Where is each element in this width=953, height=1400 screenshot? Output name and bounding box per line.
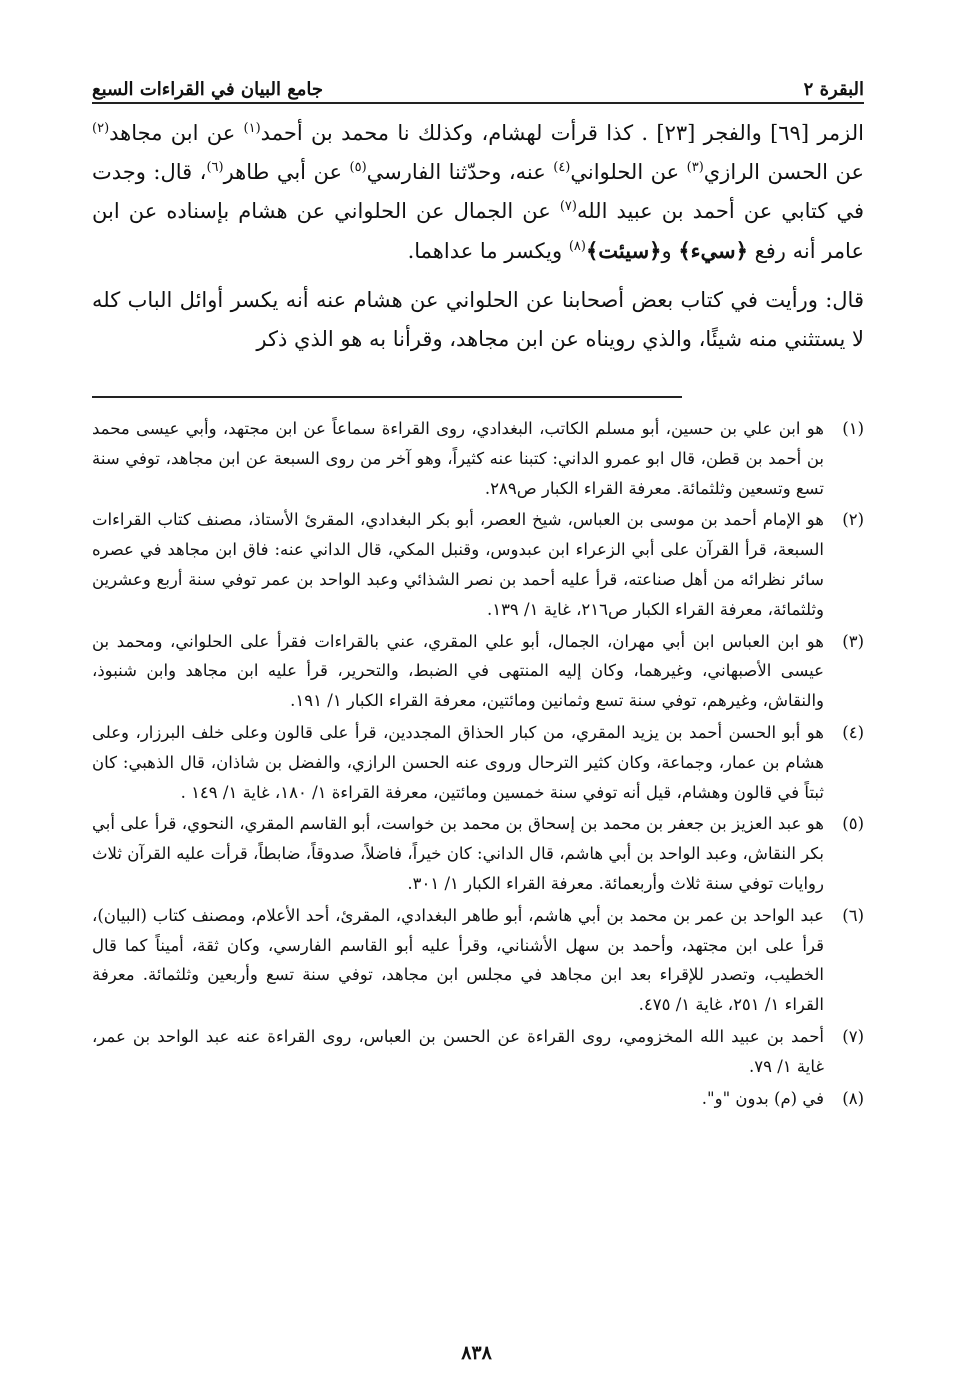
footnote-ref: (٥)	[349, 160, 367, 175]
text-span: عن ابن مجاهد	[109, 121, 244, 145]
text-span: عنه، وحدّثنا الفارسي	[366, 160, 554, 184]
surah-label: البقرة ٢	[803, 79, 864, 100]
footnote-text: هو أبو الحسن أحمد بن يزيد المقري، من كبار الحذاق المجددين، قرأ على قالون وعلى خلف البرزار، وعلى هشام بن عمار، وجماعة، وكان كثير الترحال وروى عنه الحسن الرازي، والفضل بن شاذان، قال الذهبي: كان ثبتاً في قالون وهشام، قيل أنه توفي سنة خمسين ومائتين، معرفة القراءة ١/ ١٨٠، غاية ١/ ١٤٩ .	[92, 722, 824, 802]
text-span: عن الجمال عن الحلواني عن هشام بإسناده عن ابن عامر أنه رفع	[92, 199, 864, 263]
header-divider	[92, 102, 864, 104]
text-span: ، قال: وجدت في كتابي عن أحمد بن عبيد الله	[92, 160, 864, 223]
footnote-text: هو عبد العزيز بن جعفر بن محمد بن إسحاق بن محمد بن خواست، أبو القاسم المقري، النحوي، قرأ على أبي بكر النقاش، وعبد الواحد بن أبي هاشم، قال الداني: كان خيراً، فاضلاً، صدوقاً، ضابطاً، قرأت عليه القرآن ثلاث روايات توفي سنة ثلاث وأربعمائة. معرفة القراء الكبار ١/ ٣٠١.	[92, 814, 824, 893]
running-header	[92, 68, 864, 100]
footnote-number: (١)	[842, 419, 864, 438]
footnote-ref: (٢)	[92, 121, 110, 136]
footnote-text: هو الإمام أحمد بن موسى بن العباس، شيخ العصر، أبو بكر البغدادي، المقرئ الأستاذ، مصنف كتاب القراءات السبعة، قرأ القرآن على أبي الزعراء ابن عبدوس، وقنبل المكي، قال الداني عنه: فاق ابن مجاهد في عصره سائر نظرائه من أهل صناعته، قرأ عليه أحمد بن نصر الشذائي وعبد الواحد بن عمر توفي سنة أربع وعشرين وثلثمائة، معرفة القراء الكبار ص٢١٦، غاية ١/ ١٣٩.	[92, 510, 824, 619]
footnote-ref: (١)	[243, 121, 261, 136]
main-text	[92, 114, 864, 359]
footnote-ref: (٧)	[559, 199, 577, 214]
footnote-number: (٢)	[842, 510, 864, 530]
footnote-text: أحمد بن عبيد الله المخزومي، روى القراءة عن الحسن بن العباس، روى القراءة عنه عبد الواحد بن عمر، غاية ١/ ٧٩.	[92, 1026, 824, 1076]
footnote-ref: (٤)	[553, 160, 571, 175]
footnote-ref: (٦)	[206, 160, 224, 175]
paragraph-2: قال: ورأيت في كتاب بعض أصحابنا عن الحلواني عن هشام عنه أنه يكسر أوائل الباب كله لا يستثني منه شيئًا، والذي رويناه عن ابن مجاهد، وقرأنا به هو الذي ذكر	[92, 288, 864, 351]
footnote-number: (٥)	[842, 814, 864, 834]
text-span: الزمر [٦٩] والفجر [٢٣] . كذا قرأت لهشام، وكذلك نا محمد بن أحمد	[260, 121, 864, 145]
quran-word: ﴿سيئت﴾	[585, 238, 662, 263]
footnote-number: (٤)	[842, 722, 864, 742]
footnote-text: في (م) بدون "و".	[701, 1088, 824, 1108]
footnote-number: (٦)	[842, 905, 864, 925]
footnote	[92, 627, 864, 716]
footnote	[92, 1022, 864, 1082]
footnote-ref: (٨)	[568, 239, 586, 254]
footnote-ref: (٣)	[686, 160, 704, 175]
footnote-number: (٣)	[842, 631, 864, 651]
footnote	[92, 1084, 864, 1114]
footnote-divider	[92, 396, 682, 398]
footnote	[92, 718, 864, 807]
page-number: ٨٣٨	[461, 1342, 492, 1364]
footnote	[92, 414, 864, 503]
footnote	[92, 505, 864, 624]
footnote-number: (٨)	[842, 1088, 864, 1108]
text-span: عن الحسن الرازي	[703, 160, 865, 184]
text-span: و	[661, 239, 679, 263]
text-span: عن أبي طاهر	[223, 160, 350, 184]
text-span: عن الحلواني	[570, 160, 687, 184]
footnote-text: هو ابن علي بن حسين، أبو مسلم الكاتب، البغدادي، روى القراءة سماعاً عن ابن مجتهد، وأبي عيسى محمد بن أحمد بن قطن، قال ابو عمرو الداني: كتبنا عنه كثيراً، وهو آخر من روى السبعة عن ابن مجاهد، توفي سنة تسع وتسعين وثلثمائة. معرفة القراء الكبار ص٢٨٩.	[92, 419, 824, 498]
footnote-text: عبد الواحد بن عمر بن محمد بن أبي هاشم، أبو طاهر البغدادي، المقرئ، أحد الأعلام، ومصنف كتاب (البيان)، قرأ على ابن مجتهد، وأحمد بن سهل الأشناني، وقرأ عليه أبو القاسم الفارسي، وكان ثقة، أميناً كما قال الخطيب، وتصدر للإقراء بعد ابن مجاهد في مجلس ابن مجاهد، توفي سنة تسع وأربعين وثلثمائة. معرفة القراء ١/ ٢٥١، غاية ١/ ٤٧٥.	[92, 905, 824, 1015]
paragraph-1	[92, 114, 864, 271]
quran-word: ﴿سيء﴾	[678, 238, 748, 263]
book-title: جامع البيان في القراءات السبع	[92, 79, 324, 100]
footnote	[92, 901, 864, 1020]
text-span: ويكسر ما عداهما.	[407, 239, 569, 263]
footnote-text: هو ابن العباس ابن أبي مهران، الجمال، أبو علي المقري، عني بالقراءات فقرأ على الحلواني، ومحمد بن عيسى الأصبهاني، وغيرهما، وكان إليه المنتهى في الضبط، والتحرير، قرأ عليه ابن مجاهد وابن شنبوذ، والنقاش، وغيرهم، توفي سنة تسع وثمانين ومائتين، معرفة القراء الكبار ١/ ١٩١.	[92, 631, 824, 711]
footnote-number: (٧)	[842, 1026, 864, 1046]
footnote	[92, 809, 864, 898]
footnotes	[92, 414, 864, 1115]
